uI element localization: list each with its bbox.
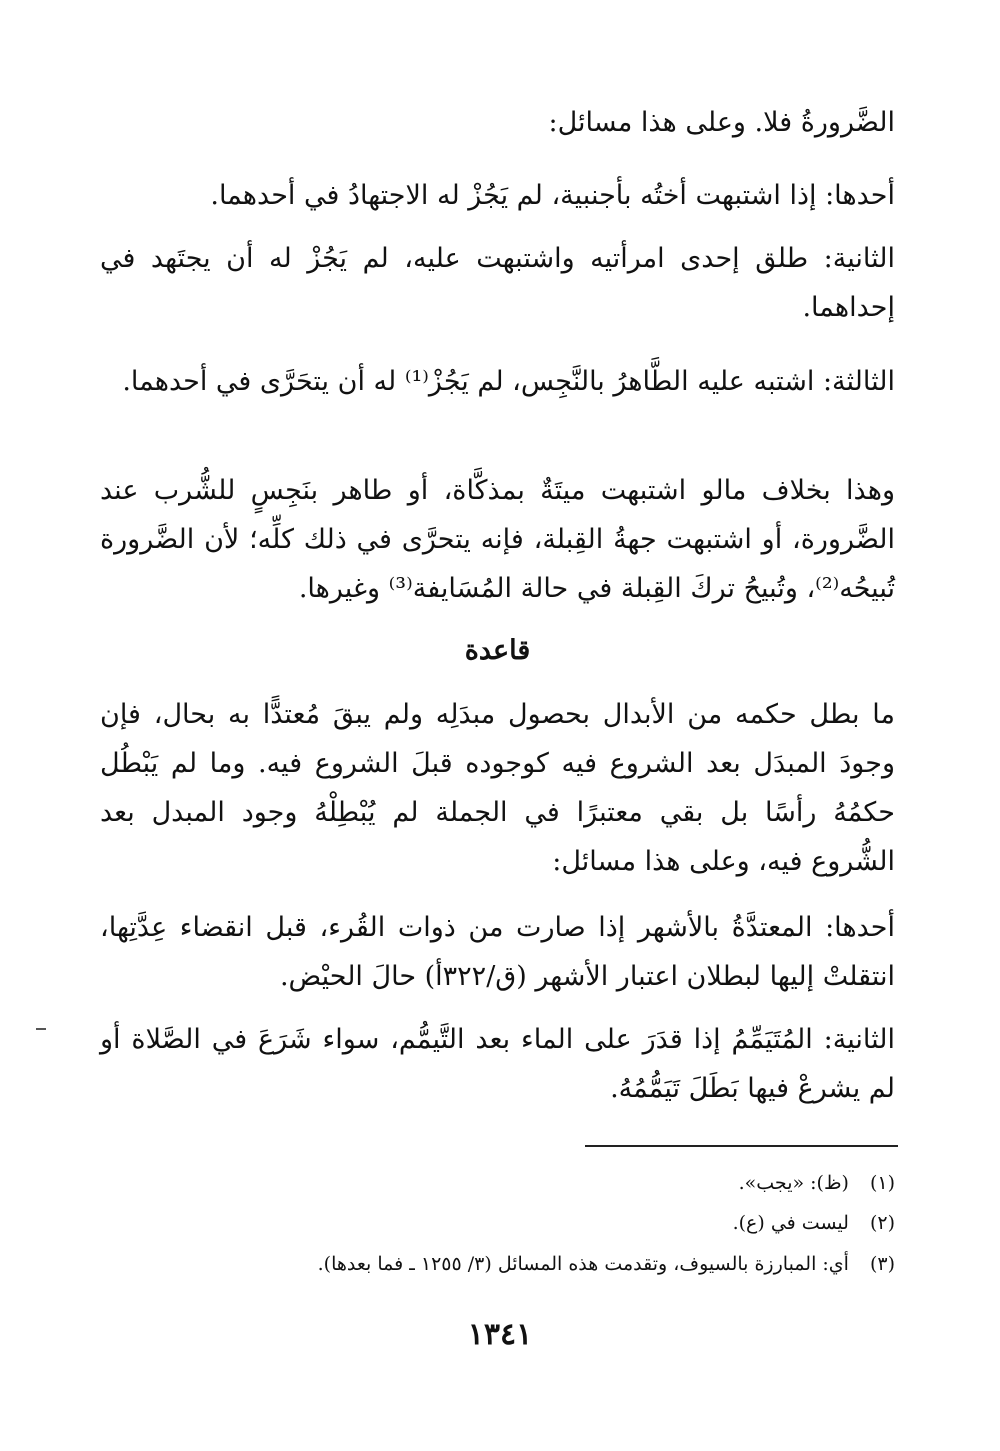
paragraph-intro: الضَّرورةُ فلا. وعلى هذا مسائل: [548,107,895,138]
footnote-separator [585,1145,898,1147]
page-number: ١٣٤١ [467,1317,533,1352]
section-heading: قاعدة [464,635,531,666]
paragraph-issue-three: الثالثة: اشتبه عليه الطَّاهرُ بالنَّجِس، لم يَجُزْ⁽¹⁾ له أن يتحَرَّى في أحدهما. [122,366,895,397]
footnote-text: ليست في (ع). [732,1212,849,1234]
footnote [100,1249,895,1279]
paragraph-rule-issue-two: الثانية: المُتَيَمِّمُ إذا قدَرَ على الماء بعد التَّيمُّم، سواء شَرَعَ في الصَّلاة أو لم يشرعْ فيها بَطَلَ تَيَمُّمُهُ. [100,1024,895,1104]
footnote [100,1208,895,1238]
paragraph-rule: ما بطل حكمه من الأبدال بحصول مبدَلِه ولم يبقَ مُعتدًّا به بحال، فإن وجودَ المبدَل بعد الشروع فيه كوجوده قبلَ الشروع فيه. وما لم يَبْطُل حكمُهُ رأسًا بل بقي معتبرًا في الجملة لم يُبْطِلْهُ وجود المبدل بعد الشُّروع فيه، وعلى هذا مسائل: [100,699,895,877]
paragraph-issue-two: الثانية: طلق إحدى امرأتيه واشتبهت عليه، لم يَجُزْ له أن يجتَهد في إحداهما. [100,243,895,323]
footnote-number: (٣) [869,1253,895,1275]
footnote-text: (ظ): «يجب». [738,1172,849,1194]
footnote [100,1168,895,1198]
paragraph-exception: وهذا بخلاف مالو اشتبهت ميتَةٌ بمذكَّاة، أو طاهر بنَجِسٍ للشُّرب عند الضَّرورة، أو اشتبهت جهةُ القِبلة، فإنه يتحرَّى في ذلك كلِّه؛ لأن الضَّرورة تُبيحُه⁽²⁾، وتُبيحُ تركَ القِبلة في حالة المُسَايفة⁽³⁾ وغيرها. [100,475,895,604]
margin-mark [36,1028,46,1030]
footnote-number: (٢) [869,1212,895,1234]
paragraph-issue-one: أحدها: إذا اشتبهت أختُه بأجنبية، لم يَجُزْ له الاجتهادُ في أحدهما. [210,180,895,211]
paragraph-rule-issue-one: أحدها: المعتدَّةُ بالأشهر إذا صارت من ذوات القُرء، قبل انقضاء عِدَّتِها، انتقلتْ إليها لبطلان اعتبار الأشهر (ق/٣٢٢أ) حالَ الحيْض. [100,912,895,992]
footnote-text: أي: المبارزة بالسيوف، وتقدمت هذه المسائل (٣/ ١٢٥٥ ـ فما بعدها). [317,1253,849,1275]
footnote-number: (١) [869,1172,895,1194]
